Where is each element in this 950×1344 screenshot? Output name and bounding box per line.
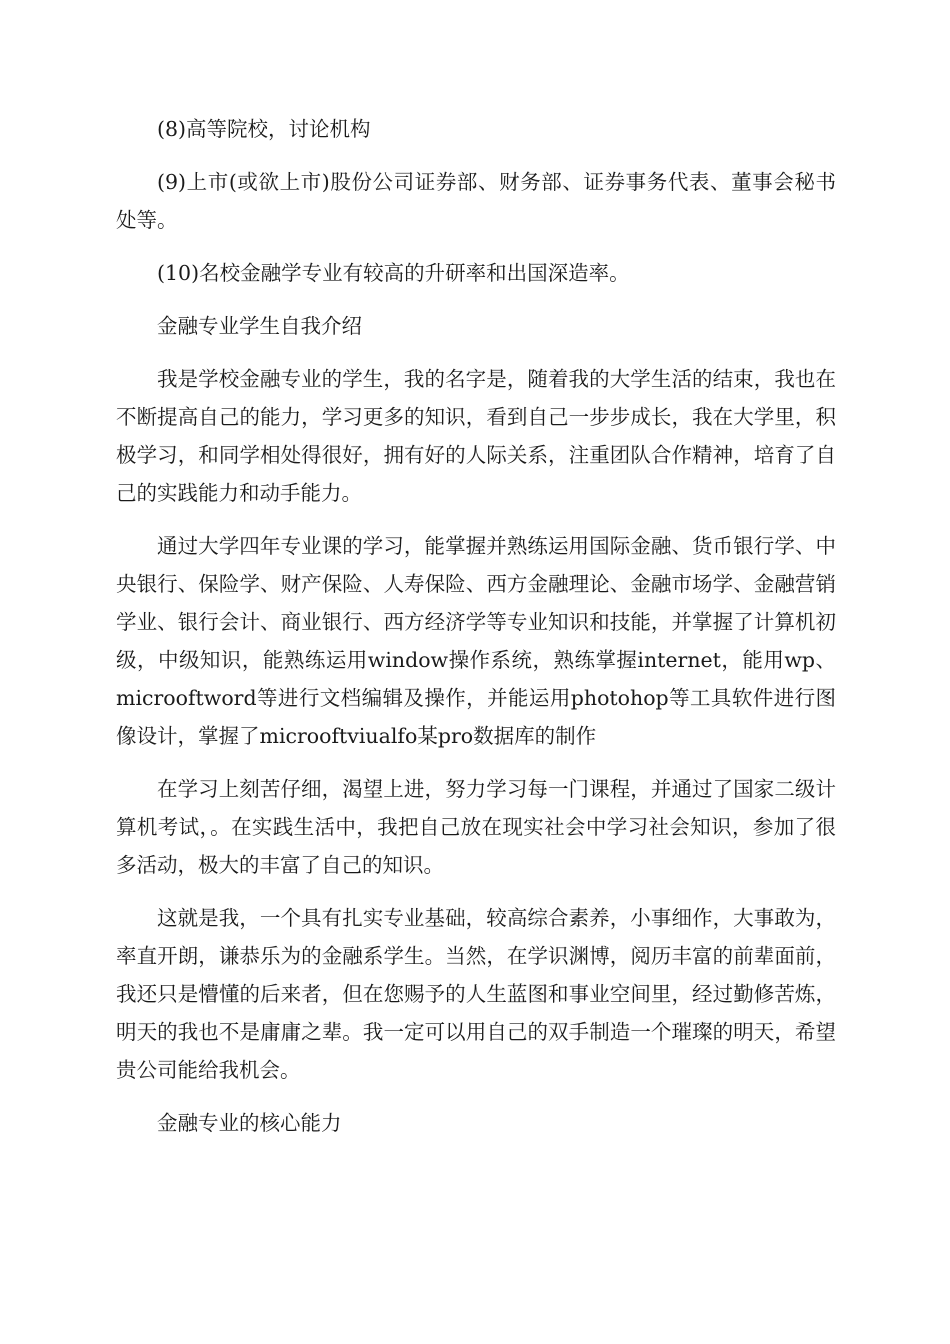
paragraph-intro: 我是学校金融专业的学生，我的名字是，随着我的大学生活的结束，我也在不断提高自己的能力，学习更多的知识，看到自己一步步成长，我在大学里，积极学习，和同学相处得很好，拥有好的人际关系，注重团队合作精神，培育了自己的实践能力和动手能力。 xyxy=(116,367,836,505)
paragraph-study-practice: 在学习上刻苦仔细，渴望上进，努力学习每一门课程，并通过了国家二级计算机考试，。在实践生活中，我把自己放在现实社会中学习社会知识，参加了很多活动，极大的丰富了自己的知识。 xyxy=(116,777,836,877)
document-body xyxy=(116,110,836,1157)
section-heading-core-abilities: 金融专业的核心能力 xyxy=(157,1111,342,1135)
list-item-10: (10)名校金融学专业有较高的升研率和出国深造率。 xyxy=(157,261,630,285)
paragraph-conclusion: 这就是我，一个具有扎实专业基础，较高综合素养，小事细作，大事敢为，率直开朗，谦恭乐为的金融系学生。当然，在学识渊博，阅历丰富的前辈面前，我还只是懵懂的后来者，但在您赐予的人生蓝图和事业空间里，经过勤修苦炼，明天的我也不是庸庸之辈。我一定可以用自己的双手制造一个璀璨的明天，希望贵公司能给我机会。 xyxy=(116,906,836,1082)
section-heading-self-intro: 金融专业学生自我介绍 xyxy=(157,314,362,338)
paragraph-coursework: 通过大学四年专业课的学习，能掌握并熟练运用国际金融、货币银行学、中央银行、保险学、财产保险、人寿保险、西方金融理论、金融市场学、金融营销学业、银行会计、商业银行、西方经济学等专业知识和技能，并掌握了计算机初级，中级知识，能熟练运用window操作系统，熟练掌握internet，能用wp、microoftword等进行文档编辑及操作，并能运用photohop等工具软件进行图像设计，掌握了microoftviualfo某pro数据库的制作 xyxy=(116,534,836,748)
list-item-9: (9)上市(或欲上市)股份公司证券部、财务部、证券事务代表、董事会秘书处等。 xyxy=(116,170,836,232)
list-item-8: (8)高等院校，讨论机构 xyxy=(157,117,371,141)
